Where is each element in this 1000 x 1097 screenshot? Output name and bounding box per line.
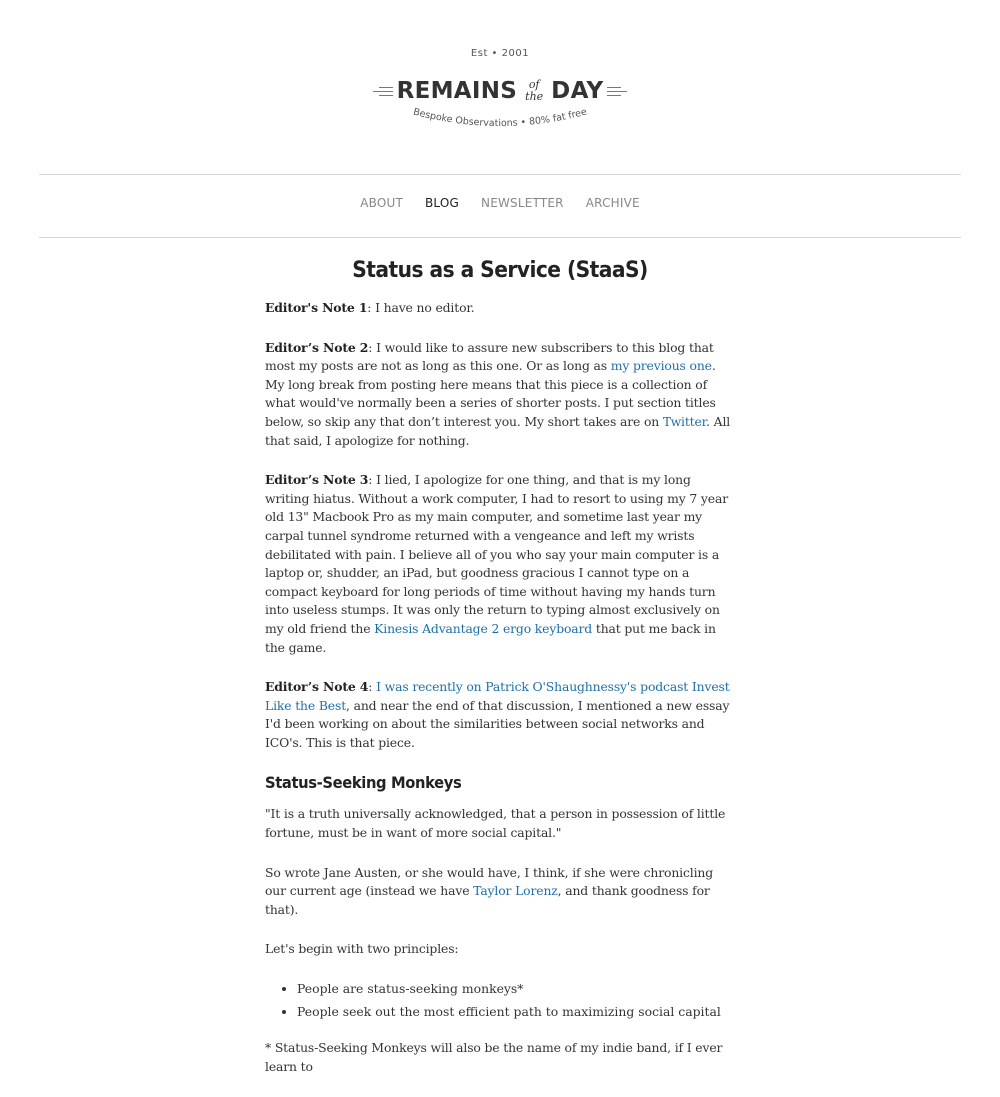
- principles-intro: Let's begin with two principles:: [265, 941, 459, 957]
- tagline-text: Bespoke Observations • 80% fat free: [411, 106, 589, 130]
- nav-top-divider: [39, 174, 961, 175]
- nav-item-blog[interactable]: BLOG: [424, 196, 460, 210]
- main-nav: [0, 196, 1000, 210]
- editor-note-2-text-c: . All that said, I apologize for nothing.: [265, 413, 731, 448]
- site-header: [0, 0, 1000, 174]
- logo-word-day: DAY: [551, 78, 604, 104]
- twitter-link[interactable]: Twitter: [662, 413, 707, 429]
- editor-note-2: [265, 339, 735, 451]
- nav-bottom-divider: [39, 237, 961, 238]
- nav-item-newsletter[interactable]: NEWSLETTER: [481, 196, 564, 210]
- section-title-status-seeking-monkeys: Status-Seeking Monkeys: [265, 773, 462, 793]
- svg-text:Bespoke Observations • 80% fat: [412, 106, 588, 129]
- logo-lines-left-icon: [373, 87, 393, 96]
- logo-word-remains: REMAINS: [396, 78, 518, 104]
- editor-note-2-label: Editor’s Note 2: [265, 339, 369, 355]
- austen-paragraph-text-a: So wrote Jane Austen, or she would have, I think, if she were chronicling our current age (instead we have: [265, 864, 714, 899]
- podcast-link[interactable]: I was recently on Patrick O'Shaughnessy's podcast Invest Like the Best: [265, 679, 730, 713]
- nav-item-about[interactable]: ABOUT: [360, 196, 403, 210]
- logo-lines-right-icon: [607, 87, 627, 96]
- list-item: • People seek out the most efficient path to maximizing social capital: [297, 1003, 735, 1022]
- editor-note-2-text-a: : I would like to assure new subscribers to this blog that most my posts are not as long as this one. Or as long as: [265, 339, 714, 374]
- article: [265, 258, 735, 1097]
- austen-paragraph: [265, 864, 735, 920]
- editor-note-1: [265, 299, 735, 318]
- editor-note-2-text-b: . My long break from posting here means that this piece is a collection of what would've normally been a series of shorter posts. I put section titles below, so skip any that don’t interest you. My short takes are on: [265, 358, 716, 429]
- article-title: Status as a Service (StaaS): [352, 258, 648, 283]
- site-tagline: [400, 100, 600, 140]
- logo-of: of: [528, 78, 540, 91]
- editor-note-4-text-b: , and near the end of that discussion, I mentioned a new essay I'd been working on about the similarities between social networks and ICO's. This is that piece.: [265, 697, 730, 750]
- logo-the: the: [525, 90, 544, 103]
- editor-note-3-label: Editor’s Note 3: [265, 472, 369, 488]
- kinesis-keyboard-link[interactable]: Kinesis Advantage 2 ergo keyboard: [374, 620, 593, 636]
- editor-note-4: [265, 678, 735, 752]
- editor-note-1-label: Editor's Note 1: [265, 300, 368, 315]
- principles-list: [265, 980, 735, 1021]
- footnote: * Status-Seeking Monkeys will also be the name of my indie band, if I ever learn to: [265, 1040, 723, 1074]
- editor-note-3: [265, 471, 735, 657]
- editor-note-1-text: : I have no editor.: [367, 300, 475, 315]
- previous-post-link[interactable]: my previous one: [610, 358, 712, 374]
- nav-item-archive[interactable]: ARCHIVE: [585, 196, 640, 210]
- established-label: Est • 2001: [470, 48, 530, 59]
- editor-note-3-text-a: : I lied, I apologize for one thing, and that is my long writing hiatus. Without a work computer, I had to resort to using my 7 year old 13" Macbook Pro as my main computer, and sometime last year my carpal tunnel syndrome returned with a vengeance and left my wrists debilitated with pain. I believe all of you who say your main computer is a laptop or, shudder, an iPad, but goodness gracious I cannot type on a compact keyboard for long periods of time without having my hands turn into useless stumps. It was only the return to typing almost exclusively on my old friend the: [265, 472, 728, 636]
- editor-note-3-text-b: that put me back in the game.: [265, 620, 716, 655]
- editor-note-4-label: Editor’s Note 4: [265, 679, 369, 695]
- taylor-lorenz-link[interactable]: Taylor Lorenz: [473, 883, 558, 899]
- austen-quote: "It is a truth universally acknowledged, that a person in possession of little fortune, must be in want of more social capital.": [265, 806, 726, 841]
- editor-note-4-text-a: :: [368, 679, 377, 695]
- list-item: • People are status-seeking monkeys*: [297, 980, 735, 999]
- austen-paragraph-text-b: , and thank goodness for that).: [265, 883, 710, 917]
